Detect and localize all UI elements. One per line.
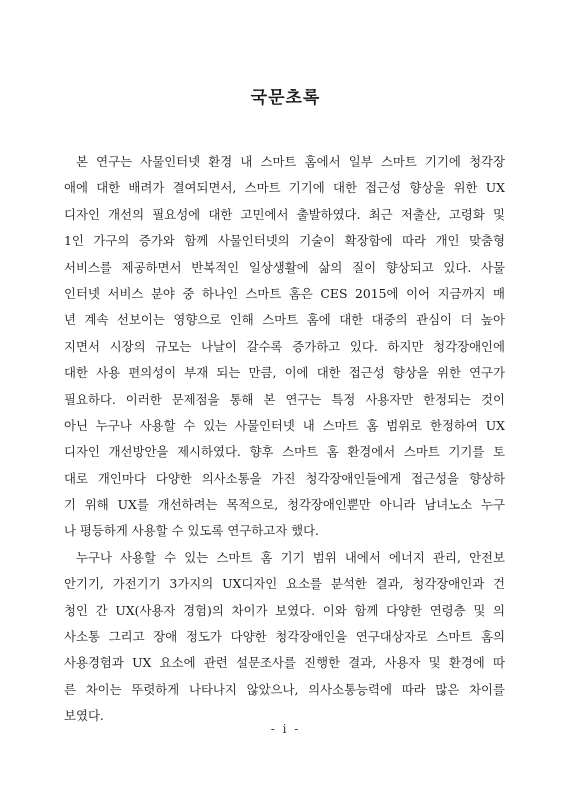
paragraph-2 — [64, 545, 505, 730]
text-line: 보였다. — [64, 708, 104, 724]
text-line: 안기기, 가전기기 3가지의 UX디자인 요소를 분석한 결과, 청각장애인과 건 — [64, 576, 505, 592]
text-line: 아닌 누구나 사용할 수 있는 사물인터넷 내 스마트 홈 범위로 한정하여 UX — [64, 417, 505, 433]
abstract-body — [64, 149, 505, 730]
text-line: 른 차이는 뚜렷하게 나타나지 않았으나, 의사소통능력에 따라 많은 차이를 — [64, 681, 505, 697]
text-line: 대한 사용 편의성이 부재 되는 만큼, 이에 대한 접근성 향상을 위한 연구가 — [64, 365, 505, 381]
text-line: 기 위해 UX를 개선하려는 목적으로, 청각장애인뿐만 아니라 남녀노소 누구 — [64, 497, 505, 513]
text-line: 디자인 개선의 필요성에 대한 고민에서 출발하였다. 최근 저출산, 고령화 및 — [64, 206, 505, 222]
text-line: 디자인 개선방안을 제시하였다. 향후 스마트 홈 환경에서 스마트 기기를 토 — [64, 444, 505, 460]
text-line: 인터넷 서비스 분야 중 하나인 스마트 홈은 CES 2015에 이어 지금까지 매 — [64, 285, 505, 301]
text-line: 필요하다. 이러한 문제점을 통해 본 연구는 특정 사용자만 한정되는 것이 — [64, 391, 505, 407]
text-line: 사소통 그리고 장애 정도가 다양한 청각장애인을 연구대상자로 스마트 홈의 — [64, 629, 505, 645]
text-line: 지면서 시장의 규모는 나날이 갈수록 증가하고 있다. 하지만 청각장애인에 — [64, 338, 505, 354]
text-line: 1인 가구의 증가와 함께 사물인터넷의 기술이 확장함에 따라 개인 맞춤형 — [64, 233, 505, 249]
text-line: 나 평등하게 사용할 수 있도록 연구하고자 했다. — [64, 523, 319, 539]
paragraph-1 — [64, 149, 505, 545]
text-line: 서비스를 제공하면서 반복적인 일상생활에 삶의 질이 향상되고 있다. 사물 — [64, 259, 505, 275]
text-line: 본 연구는 사물인터넷 환경 내 스마트 홈에서 일부 스마트 기기에 청각장 — [76, 154, 505, 169]
text-line: 청인 간 UX(사용자 경험)의 차이가 보였다. 이와 함께 다양한 연령층 및 의 — [64, 602, 505, 618]
text-line: 애에 대한 배려가 결여되면서, 스마트 기기에 대한 접근성 향상을 위한 UX — [64, 180, 505, 196]
text-line: 대로 개인마다 다양한 의사소통을 가진 청각장애인들에게 접근성을 향상하 — [64, 470, 505, 486]
page-title: 국문초록 — [250, 88, 321, 108]
text-line: 년 계속 선보이는 영향으로 인해 스마트 홈에 대한 대중의 관심이 더 높아 — [64, 312, 505, 328]
text-line: 누구나 사용할 수 있는 스마트 홈 기기 범위 내에서 에너지 관리, 안전보 — [76, 549, 505, 565]
page-number: - i - — [270, 722, 301, 736]
text-line: 사용경험과 UX 요소에 관련 설문조사를 진행한 결과, 사용자 및 환경에 따 — [64, 655, 505, 671]
